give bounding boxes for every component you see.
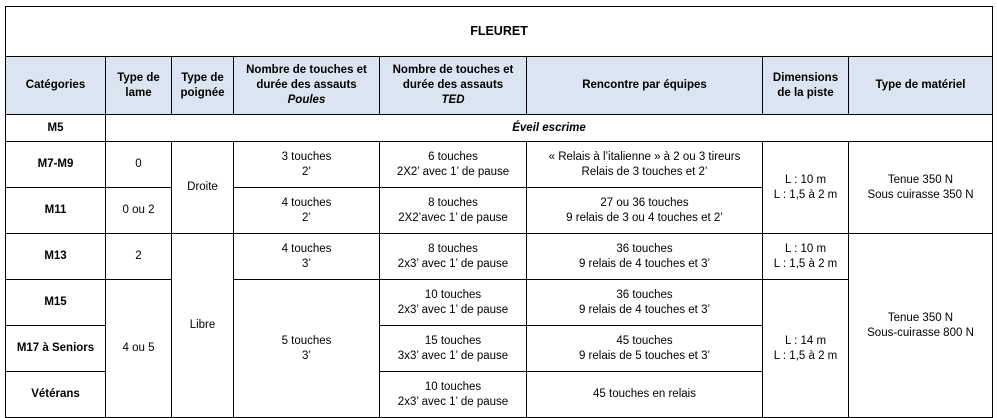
table-row xyxy=(6,115,993,142)
header-piste-line: Dimensions xyxy=(772,71,839,84)
piste-longueur: L : 14 m xyxy=(784,334,827,347)
category-cell: M17 à Seniors xyxy=(6,326,106,372)
header-piste-line: de la piste xyxy=(777,86,834,99)
ted-duree: 2x3’ avec 1’ de pause xyxy=(397,257,509,270)
piste-cell xyxy=(763,142,849,234)
header-lame-line: Type de xyxy=(117,71,160,84)
equipes-line: 36 touches xyxy=(616,242,673,255)
ted-cell xyxy=(380,234,527,280)
materiel-tenue: Tenue 350 N xyxy=(887,311,954,324)
header-categories: Catégories xyxy=(6,57,106,115)
equipes-line: 9 relais de 5 touches et 3’ xyxy=(578,349,711,362)
poules-duree: 3’ xyxy=(302,349,311,362)
ted-cell xyxy=(380,280,527,326)
ted-touches: 15 touches xyxy=(424,334,482,347)
materiel-cuirasse: Sous cuirasse 350 N xyxy=(867,188,974,201)
header-piste xyxy=(763,57,849,115)
piste-largeur: L : 1,5 à 2 m xyxy=(773,349,838,362)
table-row xyxy=(6,280,993,326)
table-title: FLEURET xyxy=(6,7,993,57)
poules-duree: 2’ xyxy=(302,165,311,178)
poules-cell xyxy=(234,280,380,418)
materiel-cuirasse: Sous-cuirasse 800 N xyxy=(867,326,974,339)
header-poules-line: Nombre de touches et xyxy=(246,64,367,76)
piste-longueur: L : 10 m xyxy=(784,242,827,255)
piste-cell xyxy=(763,280,849,418)
table-row xyxy=(6,234,993,280)
lame-cell: 0 xyxy=(106,142,172,188)
header-poignee-line: poignée xyxy=(180,86,225,99)
materiel-tenue: Tenue 350 N xyxy=(887,173,954,186)
ted-cell xyxy=(380,372,527,418)
ted-duree: 2X2’ avec 1’ de pause xyxy=(396,165,510,178)
materiel-cell xyxy=(849,234,993,418)
header-ted-line: Nombre de touches et xyxy=(392,64,514,76)
poules-cell xyxy=(234,234,380,280)
ted-touches: 10 touches xyxy=(424,288,482,301)
poules-touches: 4 touches xyxy=(281,242,332,255)
header-poules-subtitle: Poules xyxy=(287,94,326,106)
lame-cell: 2 xyxy=(106,234,172,280)
equipes-cell xyxy=(527,234,763,280)
poignee-cell: Libre xyxy=(172,234,234,418)
poules-duree: 2’ xyxy=(302,211,311,224)
category-cell: M11 xyxy=(6,188,106,234)
equipes-line: « Relais à l’italienne » à 2 ou 3 tireurs xyxy=(548,150,741,163)
ted-cell xyxy=(380,326,527,372)
piste-largeur: L : 1,5 à 2 m xyxy=(773,188,838,201)
poules-duree: 3’ xyxy=(302,257,311,270)
poules-touches: 3 touches xyxy=(281,150,332,163)
header-ted xyxy=(380,57,527,115)
header-poules-line: durée des assauts xyxy=(256,79,357,91)
category-cell: M15 xyxy=(6,280,106,326)
equipes-line: 9 relais de 4 touches et 3’ xyxy=(578,303,711,316)
equipes-line: 9 relais de 4 touches et 3’ xyxy=(578,257,711,270)
ted-touches: 10 touches xyxy=(424,380,482,393)
header-ted-subtitle: TED xyxy=(441,94,465,106)
header-poignee xyxy=(172,57,234,115)
poules-cell xyxy=(234,188,380,234)
ted-cell xyxy=(380,188,527,234)
piste-longueur: L : 10 m xyxy=(784,173,827,186)
header-poules xyxy=(234,57,380,115)
ted-touches: 8 touches xyxy=(428,196,478,209)
fleuret-table xyxy=(5,6,993,418)
eveil-escrime-cell: Éveil escrime xyxy=(106,115,993,142)
ted-duree: 2X2’avec 1’ de pause xyxy=(398,211,508,224)
category-cell: M5 xyxy=(6,115,106,142)
piste-cell xyxy=(763,234,849,280)
lame-cell: 4 ou 5 xyxy=(106,280,172,418)
equipes-cell xyxy=(527,188,763,234)
ted-duree: 2x3’ avec 1’ de pause xyxy=(397,303,509,316)
poules-touches: 5 touches xyxy=(281,334,332,347)
poignee-cell: Droite xyxy=(172,142,234,234)
equipes-line: 9 relais de 3 ou 4 touches et 2’ xyxy=(566,211,723,224)
ted-duree: 2x3’ avec 1’ de pause xyxy=(397,395,509,408)
table-row xyxy=(6,142,993,188)
header-lame xyxy=(106,57,172,115)
ted-touches: 8 touches xyxy=(428,242,478,255)
header-equipes: Rencontre par équipes xyxy=(527,57,763,115)
poules-touches: 4 touches xyxy=(281,196,332,209)
equipes-cell: 45 touches en relais xyxy=(527,372,763,418)
materiel-cell xyxy=(849,142,993,234)
equipes-line: 27 ou 36 touches xyxy=(600,196,689,209)
equipes-line: 45 touches xyxy=(616,334,673,347)
category-cell: M13 xyxy=(6,234,106,280)
header-poignee-line: Type de xyxy=(181,71,224,84)
poules-cell xyxy=(234,142,380,188)
category-cell: Vétérans xyxy=(6,372,106,418)
ted-cell xyxy=(380,142,527,188)
ted-touches: 6 touches xyxy=(428,150,478,163)
ted-duree: 3x3’ avec 1’ de pause xyxy=(397,349,509,362)
equipes-cell xyxy=(527,326,763,372)
category-cell: M7-M9 xyxy=(6,142,106,188)
equipes-cell xyxy=(527,142,763,188)
lame-cell: 0 ou 2 xyxy=(106,188,172,234)
equipes-cell xyxy=(527,280,763,326)
header-lame-line: lame xyxy=(125,86,152,99)
header-ted-line: durée des assauts xyxy=(402,79,504,91)
equipes-line: Relais de 3 touches et 2’ xyxy=(581,165,708,178)
piste-largeur: L : 1,5 à 2 m xyxy=(773,257,838,270)
header-row xyxy=(6,57,993,115)
equipes-line: 36 touches xyxy=(616,288,673,301)
header-materiel: Type de matériel xyxy=(849,57,993,115)
